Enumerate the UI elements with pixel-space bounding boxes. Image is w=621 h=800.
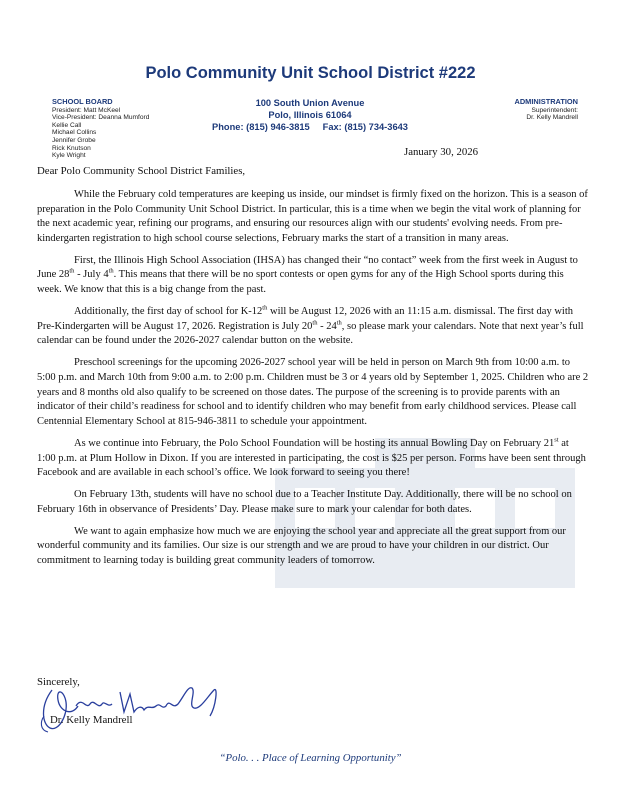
administration-name: Dr. Kelly Mandrell xyxy=(526,114,578,122)
board-member: Kellie Call xyxy=(52,121,82,129)
fax-number: (815) 734-3643 xyxy=(344,122,408,132)
administration-role: Superintendent: xyxy=(531,106,578,114)
board-member: Kyle Wright xyxy=(52,152,86,160)
contact-line xyxy=(180,121,440,133)
school-board-heading: SCHOOL BOARD xyxy=(52,97,113,106)
paragraph-preschool: Preschool screenings for the upcoming 2026-2027 school year will be held in person on March 9th from 10:00 a.m. to 5:00 p.m. and March 10th from 9:00 a.m. to 2:00 p.m. Children must be 3 or 4 years old by September 1, 2025. Children who are 2 years and 8 months old also qualify to be screened on those dates. The purpose of the screening is to provide parents with an indicator of their child’s readiness for school and to identify children who may benefit from early childhood services. Please call Centennial Elementary School at 815-946-3811 to schedule your appointment. xyxy=(37,357,589,427)
administration-block xyxy=(458,98,578,122)
phone-label: Phone: xyxy=(212,122,244,132)
paragraph-ihsa: First, the Illinois High School Association (IHSA) has changed their “no contact” week from the first week in August to June 28th - July 4th. This means that there will be no sport contests or open gyms for any of the High School sports during this week. We know that this is a big change from the past. xyxy=(37,254,578,296)
district-address xyxy=(180,97,440,133)
fax-label: Fax: xyxy=(322,122,342,132)
board-member: President: Matt McKeel xyxy=(52,106,121,114)
paragraph-closing-thoughts: We want to again emphasize how much we are enjoying the school year and appreciate all the great support from our wonderful community and its families. Our size is our strength and we are proud to have your children in our district. Our commitment to learning today is building great community leaders of tomorrow. xyxy=(37,525,566,567)
salutation: Dear Polo Community School District Families, xyxy=(37,165,246,177)
board-member: Michael Collins xyxy=(52,129,97,137)
board-member: Jennifer Grobe xyxy=(52,136,96,144)
paragraph-bowling: As we continue into February, the Polo School Foundation will be hosting its annual Bowling Day on February 21st at 1:00 p.m. at Plum Hollow in Dixon. If you are interested in participating, the cost is $25 per person. Forms have been sent through Facebook and are available in each school’s office. We look forward to seeing you there! xyxy=(37,436,586,479)
address-street: 100 South Union Avenue xyxy=(255,98,365,108)
letter-date: January 30, 2026 xyxy=(404,146,479,158)
district-title: Polo Community Unit School District #222 xyxy=(145,64,476,82)
administration-heading: ADMINISTRATION xyxy=(514,97,578,106)
signer-name: Dr. Kelly Mandrell xyxy=(50,714,133,726)
school-board-list xyxy=(52,98,149,160)
paragraph-no-school: On February 13th, students will have no school due to a Teacher Institute Day. Additionally, there will be no school on February 16th in observance of Presidents’ Day. Please make sure to mark your calendar for both dates. xyxy=(37,489,572,515)
board-member: Rick Knutson xyxy=(52,144,91,152)
board-member: Vice-President: Deanna Mumford xyxy=(52,114,150,122)
closing: Sincerely, xyxy=(37,676,80,688)
address-city: Polo, Illinois 61064 xyxy=(268,110,352,120)
phone-number: (815) 946-3815 xyxy=(246,122,310,132)
paragraph-first-day: Additionally, the first day of school for K-12th will be August 12, 2026 with an 11:15 a.m. dismissal. The first day with Pre-Kindergarten will be August 17, 2026. Registration is July 20th - 24th, so please mark your calendars. Note that next year’s full calendar can be found under the 2026-2027 calendar button on the website. xyxy=(37,304,584,347)
paragraph-intro: While the February cold temperatures are keeping us inside, our mindset is firmly fixed on the horizon. This is a season of preparation in the Polo Community Unit School District. In particular, this is a time when we begin the vital work of planning for the next academic year, refining our programs, and ensuring our resources align with our students' evolving needs. From pre-kindergarten registration to high school course selections, February marks the start of a transition in many areas. xyxy=(37,189,588,244)
letter-body xyxy=(37,188,589,576)
district-motto: “Polo. . . Place of Learning Opportunity” xyxy=(219,752,402,764)
